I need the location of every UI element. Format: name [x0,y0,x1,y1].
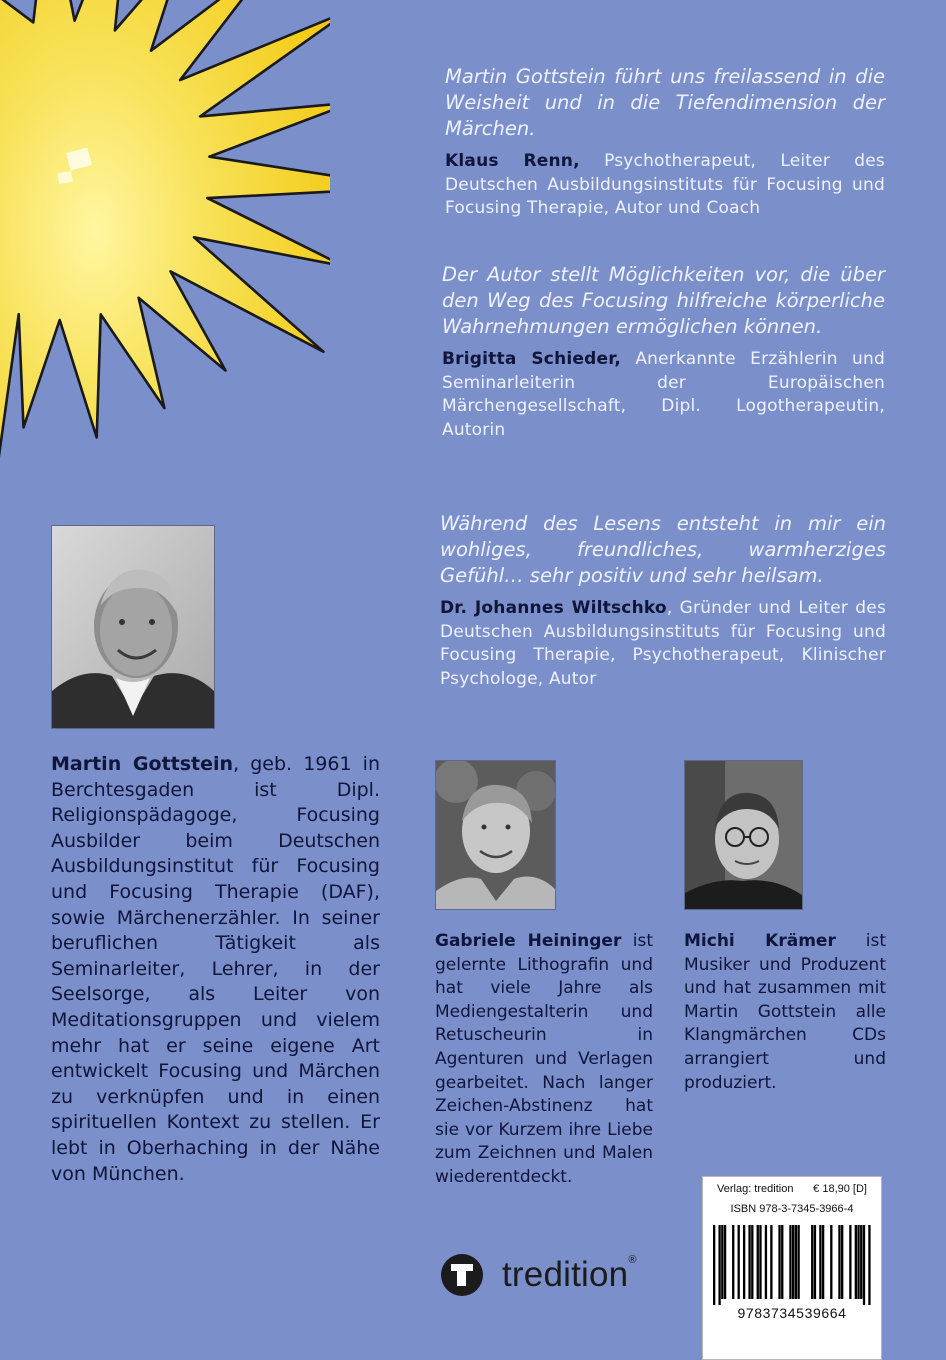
barcode-bar [781,1225,783,1299]
barcode-bar [797,1225,799,1299]
barcode-bar [748,1225,750,1299]
illustrator-photo [435,760,556,910]
author-name: Martin Gottstein [51,753,234,775]
barcode-bar [841,1225,843,1299]
barcode-bar [868,1225,870,1305]
barcode-bar [770,1225,772,1299]
author-photo [51,525,215,729]
testimonial-attribution [442,348,885,442]
barcode-bar [751,1225,753,1299]
registered-mark: ® [628,1254,637,1266]
price-label: € 18,90 [D] [813,1183,867,1195]
barcode-bar [721,1225,723,1299]
barcode-bar [732,1225,734,1299]
barcode-bar [713,1225,715,1305]
testimonial-quote: Der Autor stellt Möglichkeiten vor, die über den Weg des Focusing hilfreiche körperliche Wahrnehmungen ermöglichen können. [442,263,885,338]
barcode-bar [860,1225,862,1299]
barcode-bar [830,1225,832,1299]
barcode-bar [857,1225,859,1299]
musician-name: Michi Krämer [684,931,836,951]
testimonial-3 [440,511,886,691]
barcode-bar [863,1225,865,1305]
barcode-bar [778,1225,780,1299]
illustrator-bio-body: ist gelernte Lithografin und hat viele Jahre als Mediengestalterin und Retuscheurin in Agenturen und Verlagen gearbeitet. Nach langer Zeichen-Abstinenz hat sie vor Kurzem ihre Liebe zum Zeichnen und Malen wiederentdeckt. [435,931,653,1187]
author-bio-body: , geb. 1961 in Berchtesgaden ist Dipl. Religionspädagoge, Focusing Ausbilder beim Deutschen Ausbildungsinstitut für Focusing und Focusing Therapie (DAF), sowie Märchenerzähler. In seiner beruflichen Tätigkeit als Seminarleiter, Lehrer, in der Seelsorge, als Leiter von Meditationsgruppen und vielem mehr hat er seine eigene Art entwickelt Focusing und Märchen zu verknüpfen und in einen spirituellen Kontext zu stellen. Er lebt in Oberhaching in der Nähe von München. [51,753,381,1185]
barcode-bar [838,1225,840,1299]
testimonial-name: Dr. Johannes Wiltschko [440,598,667,618]
barcode-bar [855,1225,857,1299]
barcode-bar [759,1225,761,1299]
barcode-bar [814,1225,816,1299]
testimonial-description: Anerkannte Erzählerin und Seminarleiterin der Europäischen Märchengesellschaft, Dipl. Logotherapeutin, Autorin [442,349,885,440]
testimonial-description: , Gründer und Leiter des Deutschen Ausbildungsinstituts für Focusing und Focusing Therapie, Psychotherapeut, Klinischer Psychologe, Autor [440,598,886,689]
tredition-logo-icon [440,1253,484,1297]
musician-bio [684,930,886,1095]
testimonial-quote: Martin Gottstein führt uns freilassend in die Weisheit und in die Tiefendimension der Märchen. [445,65,885,140]
author-bio-text [51,752,380,1187]
barcode-bar [819,1225,821,1299]
barcode-bar [792,1225,794,1299]
testimonial-attribution [440,597,886,691]
publisher-logo [440,1252,636,1298]
testimonial-1 [445,64,885,221]
illustrator-bio [435,930,653,1190]
musician-bio-body: ist Musiker und Produzent und hat zusammen mit Martin Gottstein alle Klangmärchen CDs arrangiert und produziert. [684,931,887,1093]
barcode-bar [822,1225,824,1299]
barcode-bar [743,1225,745,1299]
barcode-bar [811,1225,813,1299]
sun-illustration [0,0,330,520]
testimonial-description: Psychotherapeut, Leiter des Deutschen Ausbildungsinstituts für Focusing und Focusing Therapie, Autor und Coach [445,151,885,218]
publisher-label: Verlag: tredition [717,1183,794,1195]
musician-bio-text [684,930,886,1095]
barcode-bar [795,1225,797,1299]
barcode-bar [738,1225,740,1299]
illustrator-bio-text [435,930,653,1190]
barcode [703,1219,881,1309]
barcode-bar [757,1225,759,1299]
testimonial-attribution [445,150,885,221]
testimonial-quote: Während des Lesens entsteht in mir ein wohliges, freundliches, warmherziges Gefühl… sehr positiv und sehr heilsam. [440,512,886,587]
testimonial-name: Brigitta Schieder, [442,349,621,369]
barcode-bar [849,1225,851,1299]
testimonial-name: Klaus Renn, [445,151,580,171]
barcode-bar [789,1225,791,1299]
illustrator-name: Gabriele Heininger [435,931,622,951]
author-bio [51,752,380,1187]
barcode-bar [718,1225,720,1305]
publisher-name: tredition [502,1255,629,1294]
ean-number: 9783734539664 [737,1305,847,1321]
musician-photo [684,760,803,910]
testimonial-2 [442,262,885,442]
barcode-bar [765,1225,767,1299]
barcode-box [702,1176,882,1360]
barcode-bar [724,1225,726,1299]
isbn-label: ISBN 978-3-7345-3966-4 [730,1203,854,1215]
